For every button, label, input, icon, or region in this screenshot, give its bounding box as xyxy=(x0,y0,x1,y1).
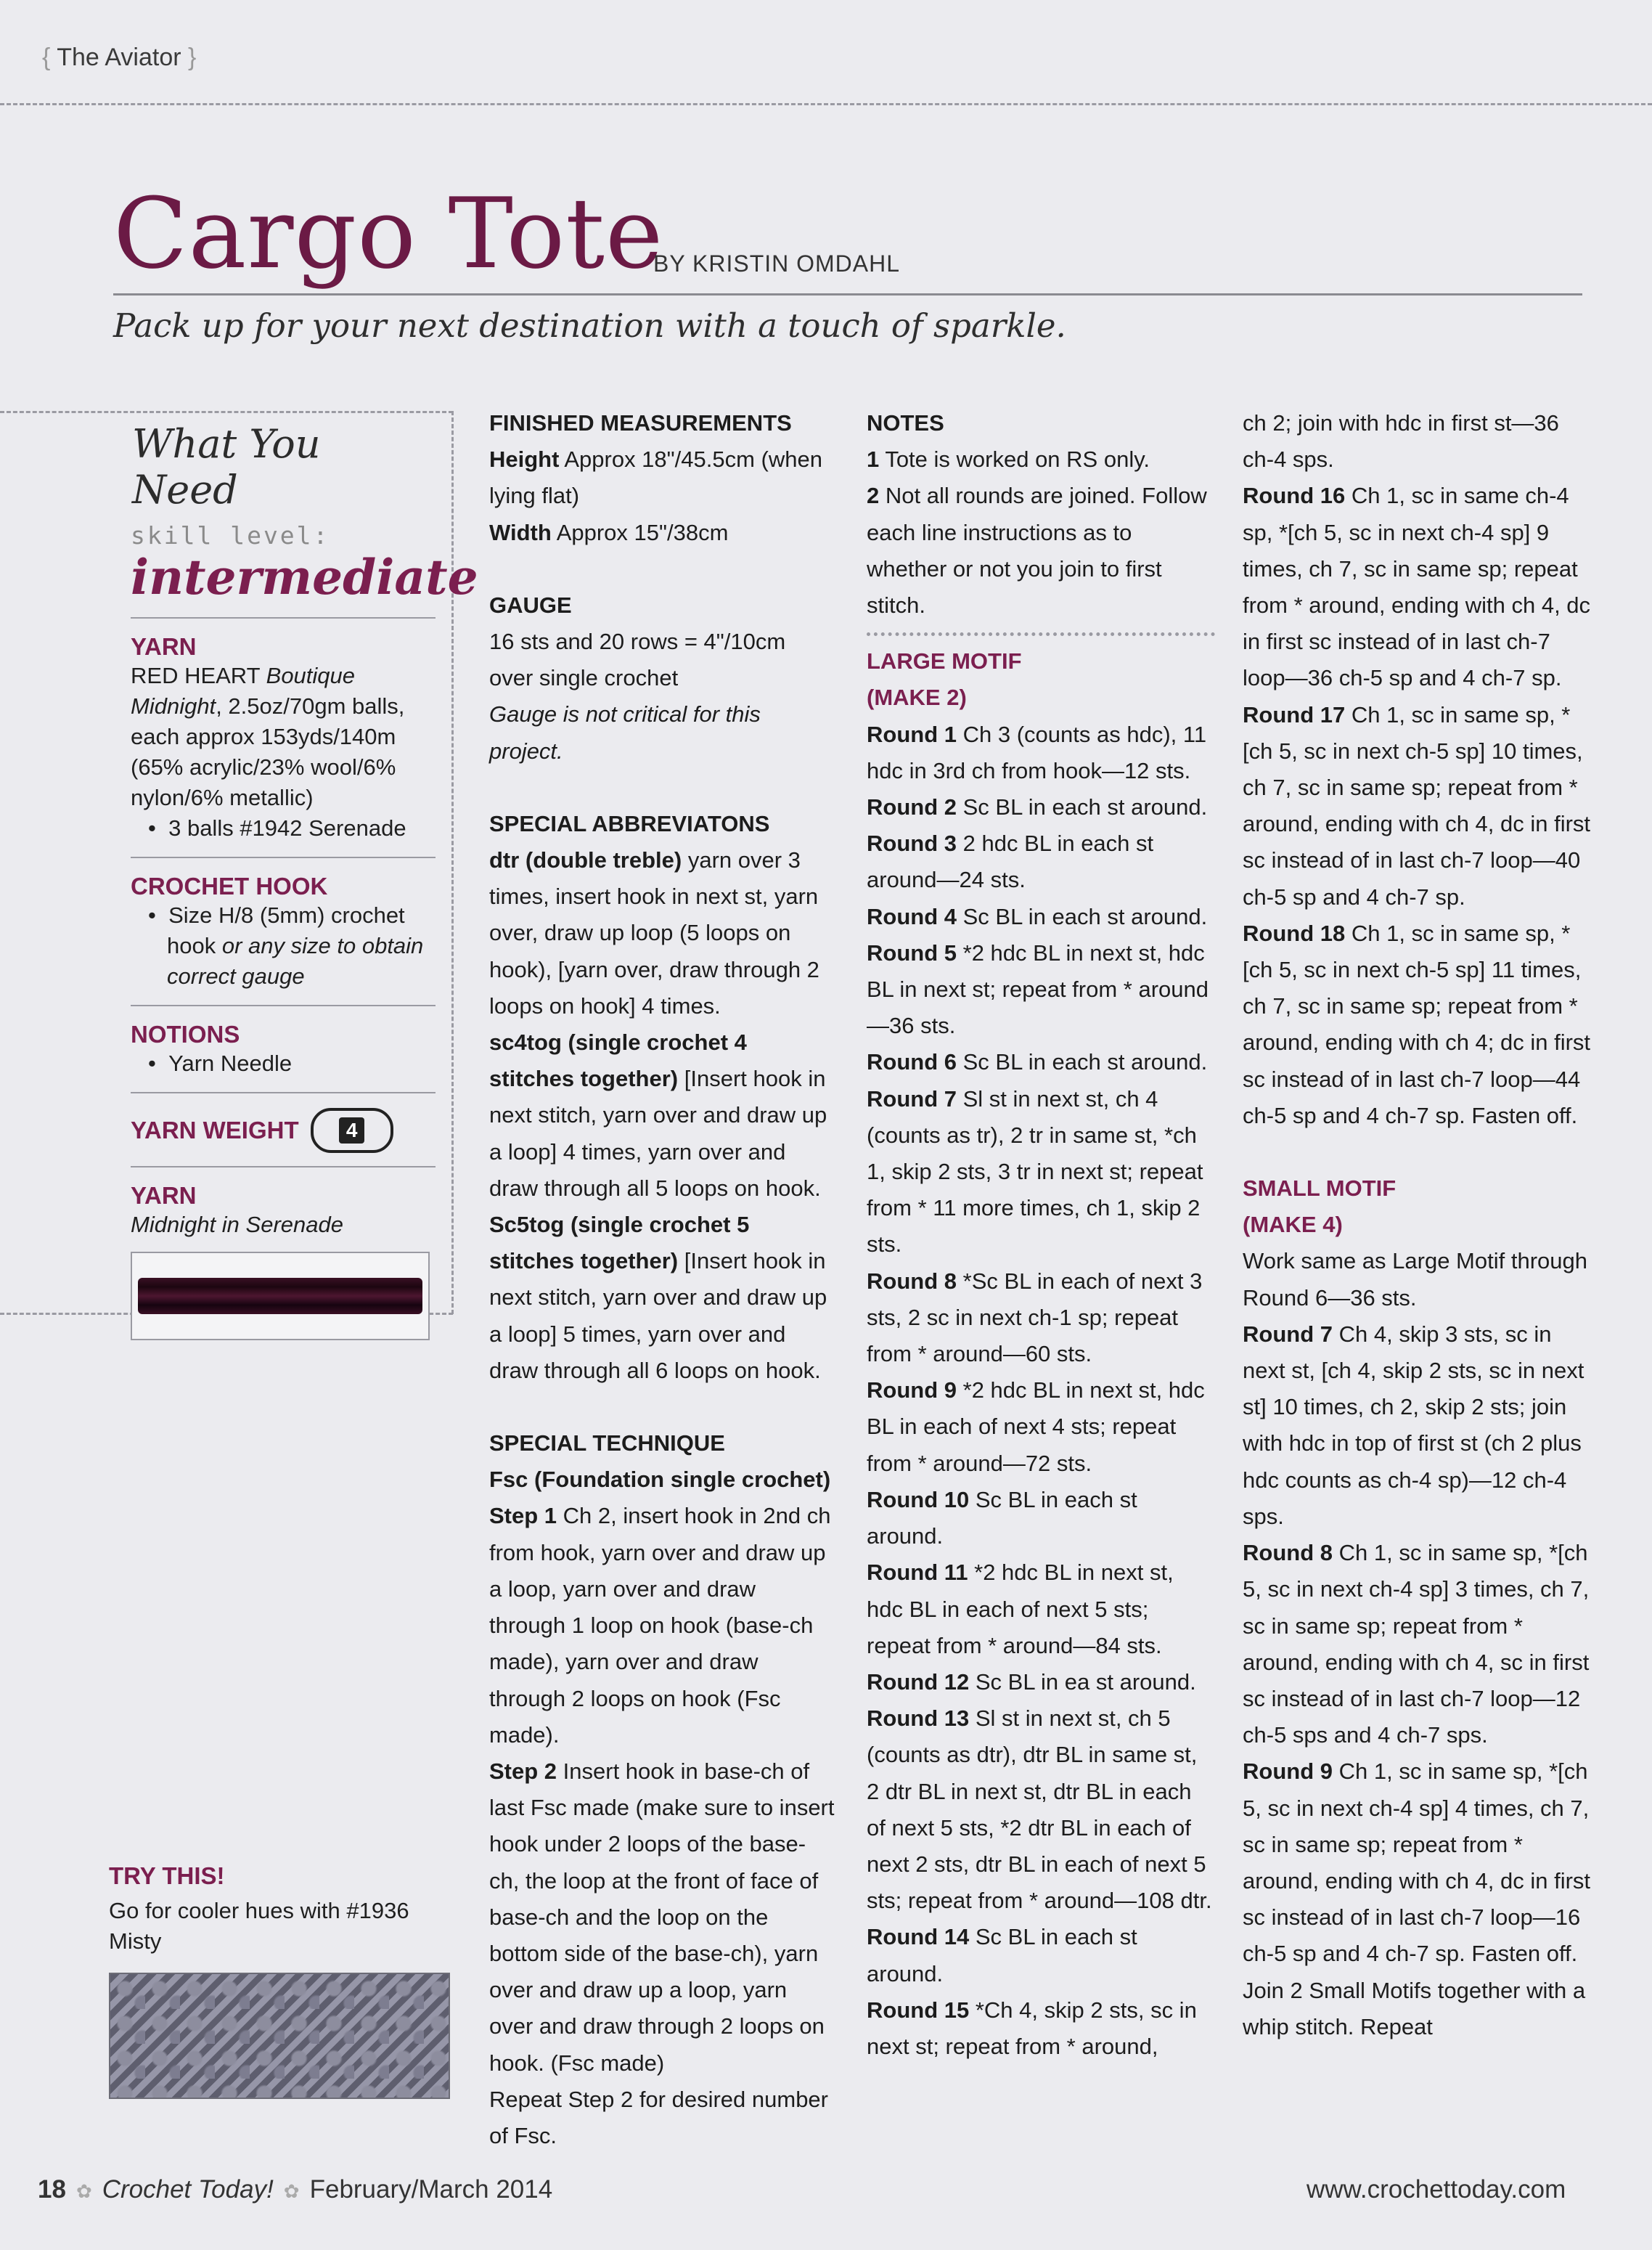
round-text: *Sc BL in each of next 3 sts, 2 sc in next ch-1 sp; repeat from * around—60 sts. xyxy=(867,1268,1203,1367)
note-1 xyxy=(867,441,1215,478)
round-instruction xyxy=(867,1664,1215,1700)
note-2-text: Not all rounds are joined. Follow each line instructions as to whether or not you join to first stitch. xyxy=(867,483,1207,619)
round-instruction xyxy=(867,899,1215,935)
abbreviations-heading: SPECIAL ABBREVIATONS xyxy=(489,810,770,836)
round-instruction xyxy=(1243,1316,1591,1535)
height-line xyxy=(489,441,835,514)
round-text: *2 hdc BL in next st, hdc BL in each of next 5 sts; repeat from * around—84 sts. xyxy=(867,1560,1174,1658)
round-instruction xyxy=(867,1700,1215,1919)
round-instruction xyxy=(867,1919,1215,1992)
sidebar-right-border xyxy=(451,411,454,1314)
height-value: Approx 18"/45.5cm (when lying flat) xyxy=(489,447,822,509)
round-label: Round 10 xyxy=(867,1486,970,1512)
round-instruction xyxy=(867,1263,1215,1373)
yarn-weight-section xyxy=(131,1092,436,1153)
page-title: Cargo Tote xyxy=(113,177,664,290)
finished-measurements-heading: FINISHED MEASUREMENTS xyxy=(489,410,792,436)
round-text: Ch 1, sc in same sp, *[ch 5, sc in next ch-5 sp] 11 times, ch 7, sc in same sp; repeat from * around, ending with ch 4; dc in first sc instead of in last ch-7 loop—44 ch-5 sp and 4 ch-7 sp. Fasten off. xyxy=(1243,920,1591,1128)
hook-note: or any size to obtain correct gauge xyxy=(167,932,424,989)
yarn-weight-heading: YARN WEIGHT xyxy=(131,1116,299,1144)
round-label: Round 9 xyxy=(1243,1758,1333,1785)
round-text: 2 hdc BL in each st around—24 sts. xyxy=(867,831,1154,893)
try-this-text: Go for cooler hues with #1936 Misty xyxy=(109,1898,409,1954)
yarn-details: , 2.5oz/70gm balls, each approx 153yds/140m (65% acrylic/23% wool/6% nylon/6% metallic) xyxy=(131,693,405,810)
byline: BY KRISTIN OMDAHL xyxy=(653,250,901,277)
round-instruction xyxy=(867,717,1215,789)
round-text: Sl st in next st, ch 5 (counts as dtr), dtr BL in same st, 2 dtr BL in next st, dtr BL in each of next 5 sts, *2 dtr BL in each of next 2 sts, dtr BL in each of next 5 sts; repeat from * around—108 dtr. xyxy=(867,1705,1212,1914)
large-motif-heading: LARGE MOTIF xyxy=(867,648,1022,674)
round-label: Round 16 xyxy=(1243,483,1346,509)
round-instruction xyxy=(867,935,1215,1045)
round-instruction xyxy=(1243,1535,1591,1753)
footer-left xyxy=(38,2175,552,2204)
small-motif-intro: Work same as Large Motif through Round 6—36 sts. xyxy=(1243,1248,1587,1311)
round-text: Sc BL in each st around. xyxy=(962,903,1208,929)
swatch-heading: YARN xyxy=(131,1181,197,1209)
round-label: Round 3 xyxy=(867,831,957,857)
step2-text: Insert hook in base-ch of last Fsc made (make sure to insert hook under 2 loops of the base-ch, the loop at the front of face of base-ch and the loop on the bottom side of the base-ch), yarn over and draw up a loop, yarn over and draw through 2 loops on hook. (Fsc made) xyxy=(489,1758,835,2076)
round-instruction xyxy=(867,1081,1215,1263)
yarn-name: Boutique Midnight xyxy=(131,662,356,719)
yarn-bullet: • 3 balls #1942 Serenade xyxy=(148,815,406,841)
column-2 xyxy=(867,405,1215,2065)
round-label: Round 18 xyxy=(1243,920,1346,946)
round-instruction xyxy=(867,1044,1215,1080)
step2-label: Step 2 xyxy=(489,1758,557,1784)
what-you-need-panel xyxy=(131,421,478,1340)
hook-bullet: • Size H/8 (5mm) crochet hook or any size to obtain correct gauge xyxy=(148,902,424,989)
round-text: Ch 4, skip 3 sts, sc in next st, [ch 4, skip 2 sts, sc in next st] 10 times, ch 2, skip 2 sts; join with hdc in top of first st (ch 2 plus hdc counts as ch-4 sp)—12 ch-4 sps. xyxy=(1243,1321,1584,1529)
round-instruction xyxy=(1243,916,1591,1134)
repeat-step: Repeat Step 2 for desired number of Fsc. xyxy=(489,2086,828,2148)
width-value: Approx 15"/38cm xyxy=(556,519,729,545)
small-motif-rounds xyxy=(1243,1316,1591,2045)
yarn-heading: YARN xyxy=(131,632,197,660)
width-label: Width xyxy=(489,519,552,545)
large-motif-rounds xyxy=(867,717,1215,2066)
dtr-label: dtr (double treble) xyxy=(489,847,682,873)
gauge-text: 16 sts and 20 rows = 4"/10cm over single crochet xyxy=(489,629,786,691)
hook-section xyxy=(131,857,436,992)
small-motif-heading: SMALL MOTIF xyxy=(1243,1175,1397,1202)
yarn-swatch-image xyxy=(131,1252,430,1340)
yarn-weight-number: 4 xyxy=(339,1117,365,1144)
page-number: 18 xyxy=(38,2175,66,2204)
notions-heading: NOTIONS xyxy=(131,1020,240,1048)
round-instruction xyxy=(1243,697,1591,916)
dotted-divider xyxy=(867,632,1215,636)
round-instruction xyxy=(867,1992,1215,2065)
sidebar-top-border xyxy=(0,411,453,413)
notions-item: Yarn Needle xyxy=(168,1050,293,1076)
round-label: Round 11 xyxy=(867,1560,968,1586)
flower-icon-2: ✿ xyxy=(283,2180,300,2202)
small-motif-make: (MAKE 4) xyxy=(1243,1212,1343,1238)
round-label: Round 6 xyxy=(867,1049,957,1075)
round-instruction xyxy=(867,826,1215,898)
round-label: Round 2 xyxy=(867,794,957,820)
yarn-bullet-text: 3 balls #1942 Serenade xyxy=(168,815,406,841)
round-text: Ch 1, sc in same sp, *[ch 5, sc in next ch-4 sp] 3 times, ch 7, sc in same sp; repeat from * around, ending with ch 4, sc in first sc instead of in last ch-7 loop—12 ch-5 sps and 4 ch-7 sps. xyxy=(1243,1540,1590,1748)
title-divider xyxy=(113,293,1582,295)
note-1-number: 1 xyxy=(867,447,880,473)
column-3 xyxy=(1243,405,1591,2045)
dtr-definition xyxy=(489,842,835,1024)
round-label: Round 12 xyxy=(867,1668,970,1695)
yarn-strand xyxy=(138,1278,422,1314)
round-instruction xyxy=(867,789,1215,826)
top-divider xyxy=(0,103,1652,105)
round-label: Round 7 xyxy=(1243,1321,1333,1347)
magazine-name: Crochet Today! xyxy=(102,2175,274,2204)
try-this-panel xyxy=(109,1862,450,2099)
note-2-number: 2 xyxy=(867,483,880,509)
sc5tog-text: [Insert hook in next stitch, yarn over and draw up a loop] 5 times, yarn over and draw through all 6 loops on hook. xyxy=(489,1248,827,1383)
footer-url: www.crochettoday.com xyxy=(1307,2175,1566,2204)
round-text: *2 hdc BL in next st, hdc BL in each of next 4 sts; repeat from * around—72 sts. xyxy=(867,1377,1205,1476)
round-text: Sc BL in each st around. xyxy=(962,1049,1208,1075)
step1-text: Ch 2, insert hook in 2nd ch from hook, yarn over and draw up a loop, yarn over and draw through 1 loop on hook (base-ch made), yarn over and draw through 2 loops on hook (Fsc made). xyxy=(489,1503,831,1748)
yarn-swatch-section xyxy=(131,1166,436,1340)
round-label: Round 13 xyxy=(867,1705,970,1732)
hook-heading: CROCHET HOOK xyxy=(131,872,328,900)
skill-level-label: skill level: xyxy=(131,521,330,550)
round-instruction xyxy=(1243,478,1591,696)
gauge-heading: GAUGE xyxy=(489,592,572,618)
sc4tog-text: [Insert hook in next stitch, yarn over and draw up a loop] 4 times, yarn over and draw through all 5 loops on hook. xyxy=(489,1066,827,1201)
round-text: Sc BL in ea st around. xyxy=(975,1668,1196,1695)
note-2 xyxy=(867,478,1215,624)
fsc-label: Fsc (Foundation single crochet) xyxy=(489,1467,831,1493)
swatch-caption: Midnight in Serenade xyxy=(131,1211,343,1237)
technique-heading: SPECIAL TECHNIQUE xyxy=(489,1430,725,1456)
yarn-weight-icon xyxy=(311,1108,393,1153)
round-text: Ch 1, sc in same sp, *[ch 5, sc in next ch-4 sp] 4 times, ch 7, sc in same sp; repeat from * around, ending with ch 4, dc in first sc instead of in last ch-7 loop—16 ch-5 sp and 4 ch-7 sp. Fasten off. Join 2 Small Motifs together with a whip stitch. Repeat xyxy=(1243,1758,1591,2039)
try-this-heading: TRY THIS! xyxy=(109,1862,225,1889)
note-1-text: Tote is worked on RS only. xyxy=(885,447,1150,473)
continued-text: ch 2; join with hdc in first st—36 ch-4 sps. xyxy=(1243,410,1559,473)
skill-level-value: intermediate xyxy=(131,549,478,606)
issue-date: February/March 2014 xyxy=(309,2175,553,2204)
round-text: Sc BL in each st around. xyxy=(867,1924,1137,1986)
step1 xyxy=(489,1498,835,1753)
large-motif-rounds-continued xyxy=(1243,478,1591,1134)
notions-bullet: • Yarn Needle xyxy=(148,1050,293,1076)
round-text: Ch 3 (counts as hdc), 11 hdc in 3rd ch from hook—12 sts. xyxy=(867,721,1207,783)
round-text: Sc BL in each st around. xyxy=(962,794,1208,820)
yarn-section xyxy=(131,617,436,844)
width-line xyxy=(489,515,835,551)
round-text: *2 hdc BL in next st, hdc BL in next st; repeat from * around—36 sts. xyxy=(867,939,1209,1039)
what-you-need-heading: What You Need xyxy=(132,421,321,513)
hook-text: Size H/8 (5mm) crochet hook xyxy=(167,902,405,958)
yarn-brand: RED HEART xyxy=(131,662,261,688)
sc5tog-definition xyxy=(489,1207,835,1389)
round-label: Round 17 xyxy=(1243,701,1346,727)
sc4tog-definition xyxy=(489,1024,835,1207)
round-instruction xyxy=(1243,1753,1591,2045)
section-tag: { The Aviator } xyxy=(42,44,197,71)
sc4tog-label: sc4tog (single crochet 4 stitches together) xyxy=(489,1030,747,1092)
round-text: Ch 1, sc in same sp, *[ch 5, sc in next ch-5 sp] 10 times, ch 7, sc in same sp; repeat from * around, ending with ch 4, dc in first sc instead of in last ch-7 loop—40 ch-5 sp and 4 ch-7 sp. xyxy=(1243,701,1591,910)
round-text: Sc BL in each st around. xyxy=(867,1486,1137,1549)
step2 xyxy=(489,1753,835,2082)
step1-label: Step 1 xyxy=(489,1503,557,1529)
round-instruction xyxy=(867,1372,1215,1482)
yarn-description xyxy=(131,661,436,813)
round-label: Round 4 xyxy=(867,903,957,929)
section-name: The Aviator xyxy=(57,44,181,71)
sc5tog-label: Sc5tog (single crochet 5 stitches together) xyxy=(489,1212,750,1274)
round-label: Round 15 xyxy=(867,1997,970,2023)
height-label: Height xyxy=(489,447,560,473)
round-label: Round 7 xyxy=(867,1085,957,1112)
round-label: Round 8 xyxy=(867,1268,957,1294)
column-1 xyxy=(489,405,835,2154)
yarn-weight-row xyxy=(131,1108,436,1153)
tagline: Pack up for your next destination with a touch of sparkle. xyxy=(113,306,1066,345)
gauge-note: Gauge is not critical for this project. xyxy=(489,701,761,764)
round-label: Round 5 xyxy=(867,939,957,966)
round-label: Round 9 xyxy=(867,1377,957,1403)
round-label: Round 8 xyxy=(1243,1540,1333,1566)
misty-swatch-image xyxy=(109,1973,450,2099)
notes-heading: NOTES xyxy=(867,410,944,436)
round-text: *Ch 4, skip 2 sts, sc in next st; repeat from * around, xyxy=(867,1997,1197,2059)
round-label: Round 14 xyxy=(867,1924,970,1950)
flower-icon: ✿ xyxy=(75,2180,92,2202)
large-motif-make: (MAKE 2) xyxy=(867,685,967,711)
round-text: Ch 1, sc in same ch-4 sp, *[ch 5, sc in next ch-4 sp] 9 times, ch 7, sc in same sp; repeat from * around, ending with ch 4, dc in first sc instead of in last ch-7 loop—36 ch-5 sp and 4 ch-7 sp. xyxy=(1243,483,1591,691)
round-text: Sl st in next st, ch 4 (counts as tr), 2 tr in same st, *ch 1, skip 2 sts, 3 tr in next st; repeat from * 11 more times, ch 1, skip 2 sts. xyxy=(867,1085,1203,1258)
round-instruction xyxy=(867,1482,1215,1554)
round-label: Round 1 xyxy=(867,721,957,747)
dtr-text: yarn over 3 times, insert hook in next st, yarn over, draw up loop (5 loops on hook), [yarn over, draw through 2 loops on hook] 4 times. xyxy=(489,847,819,1019)
round-instruction xyxy=(867,1554,1215,1664)
notions-section xyxy=(131,1005,436,1079)
